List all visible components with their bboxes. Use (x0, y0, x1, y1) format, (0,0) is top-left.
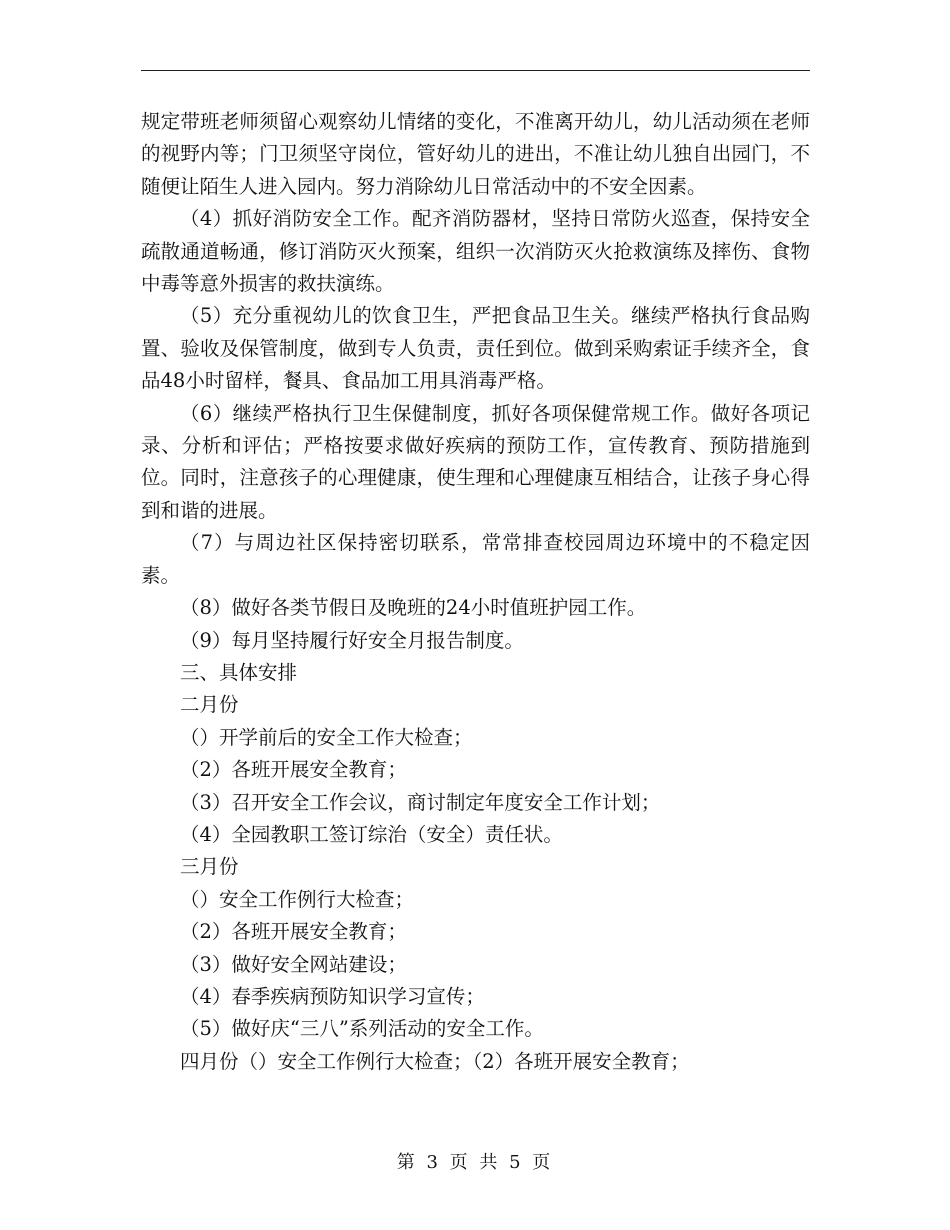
month-heading-march: 三月份 (180, 855, 239, 879)
paragraph-continuation: 规定带班老师须留心观察幼儿情绪的变化，不准离开幼儿，幼儿活动须在老师的视野内等；门卫须坚守岗位，管好幼儿的进出，不准让幼儿独自出园门，不随便让陌生人进入园内。努力消除幼儿日常活动中的不安全因素。 (141, 110, 810, 198)
list-item: （4）春季疾病预防知识学习宣传； (180, 984, 485, 1008)
list-item: （4）全园教职工签订综治（安全）责任状。 (180, 822, 563, 846)
page-number-footer: 第 3 页 共 5 页 (396, 1152, 554, 1173)
paragraph-item-4: （4）抓好消防安全工作。配齐消防器材，坚持日常防火巡查，保持安全疏散通道畅通，修订消防灭火预案，组织一次消防灭火抢救演练及摔伤、食物中毒等意外损害的救扶演练。 (141, 207, 810, 296)
list-item: （）开学前后的安全工作大检查； (180, 725, 473, 749)
list-item: （3）召开安全工作会议，商讨制定年度安全工作计划； (180, 790, 661, 814)
paragraph-item-9: （9）每月坚持履行好安全月报告制度。 (180, 628, 524, 652)
paragraph-item-8: （8）做好各类节假日及晚班的24小时值班护园工作。 (180, 596, 647, 620)
paragraph-item-7: （7）与周边社区保持密切联系，常常排查校园周边环境中的不稳定因素。 (141, 531, 810, 587)
document-body (141, 106, 810, 1078)
list-item: （2）各班开展安全教育； (180, 920, 407, 944)
list-item: （3）做好安全网站建设； (180, 952, 407, 976)
list-item: （2）各班开展安全教育； (180, 758, 407, 782)
month-heading-april: 四月份（）安全工作例行大检查；（2）各班开展安全教育； (180, 1049, 690, 1073)
section-heading: 三、具体安排 (180, 660, 298, 684)
list-item: （）安全工作例行大检查； (180, 887, 415, 911)
header-rule (141, 70, 810, 71)
paragraph-item-5: （5）充分重视幼儿的饮食卫生，严把食品卫生关。继续严格执行食品购置、验收及保管制度，做到专人负责，责任到位。做到采购索证手续齐全，食品48小时留样，餐具、食品加工用具消毒严格。 (141, 304, 810, 393)
paragraph-item-6: （6）继续严格执行卫生保健制度，抓好各项保健常规工作。做好各项记录、分析和评估；严格按要求做好疾病的预防工作，宣传教育、预防措施到位。同时，注意孩子的心理健康，使生理和心理健康互相结合，让孩子身心得到和谐的进展。 (141, 401, 810, 522)
month-heading-february: 二月份 (180, 693, 239, 717)
list-item: （5）做好庆“三八”系列活动的安全工作。 (180, 1017, 544, 1041)
